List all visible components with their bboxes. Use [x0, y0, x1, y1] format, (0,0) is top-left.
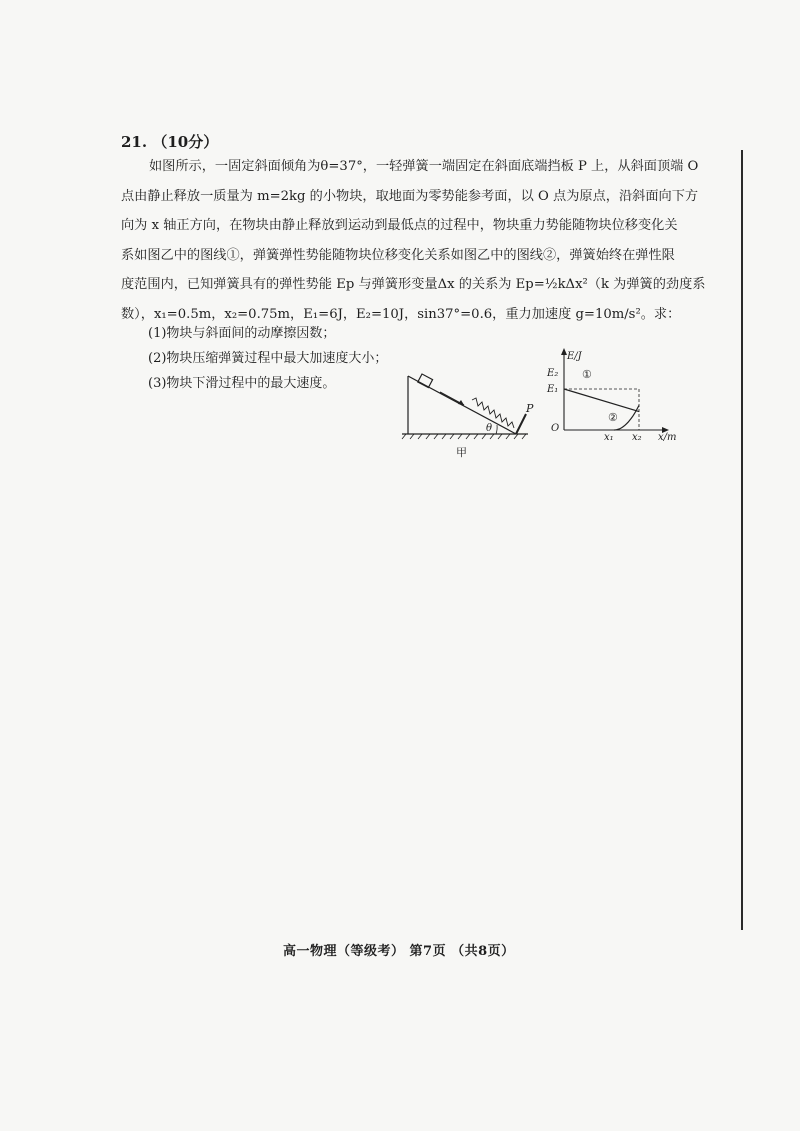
- question-3: (3)物块下滑过程中的最大速度。: [148, 376, 336, 391]
- x-axis-label: x/m: [658, 432, 677, 443]
- problem-statement: [121, 152, 706, 329]
- question-2: (2)物块压缩弹簧过程中最大加速度大小；: [148, 351, 388, 366]
- page-footer: 高一物理（等级考） 第7页 （共8页）: [283, 944, 515, 959]
- stopper-p: [516, 414, 526, 434]
- wall-label: P: [526, 402, 534, 415]
- x2-label: x₂: [632, 432, 642, 443]
- spring: [472, 398, 514, 428]
- x1-label: x₁: [604, 432, 614, 443]
- angle-arc: [496, 425, 497, 434]
- statement-line: 点由静止释放一质量为 m=2kg 的小物块，取地面为零势能参考面，以 O 点为原点，沿斜面向下方: [121, 188, 699, 204]
- e1-label: E₁: [547, 384, 559, 395]
- e2-label: E₂: [547, 368, 559, 379]
- block: [418, 374, 433, 388]
- problem-header: 21. （10分）: [121, 133, 219, 151]
- figure-caption: 甲: [456, 446, 467, 459]
- curve-2-label: ②: [608, 411, 618, 424]
- question-1: (1)物块与斜面间的动摩擦因数；: [148, 326, 336, 341]
- statement-line: 系如图乙中的图线①，弹簧弹性势能随物块位移变化关系如图乙中的图线②，弹簧始终在弹性限: [121, 247, 675, 263]
- figure-jia: [398, 362, 538, 462]
- curve-1-line: [564, 389, 639, 412]
- statement-line: 向为 x 轴正方向，在物块由静止释放到运动到最低点的过程中，物块重力势能随物块位移变化关: [121, 218, 678, 233]
- y-axis-label: E/J: [567, 351, 582, 362]
- statement-line: 度范围内，已知弹簧具有的弹性势能 Ep 与弹簧形变量Δx 的关系为 Ep=½kΔx²（k 为弹簧的劲度系: [121, 277, 706, 292]
- ground-hatch: [402, 434, 526, 439]
- figure-yi: [538, 342, 686, 444]
- statement-line: 如图所示，一固定斜面倾角为θ=37°，一轻弹簧一端固定在斜面底端挡板 P 上，从斜面顶端 O: [149, 159, 699, 174]
- margin-rule: [741, 150, 743, 930]
- origin-label: O: [551, 423, 560, 434]
- statement-line: 数），x₁=0.5m，x₂=0.75m，E₁=6J，E₂=10J，sin37°=0.6，重力加速度 g=10m/s²。求：: [121, 306, 681, 322]
- angle-label: θ: [486, 423, 493, 434]
- curve-1-label: ①: [582, 368, 592, 381]
